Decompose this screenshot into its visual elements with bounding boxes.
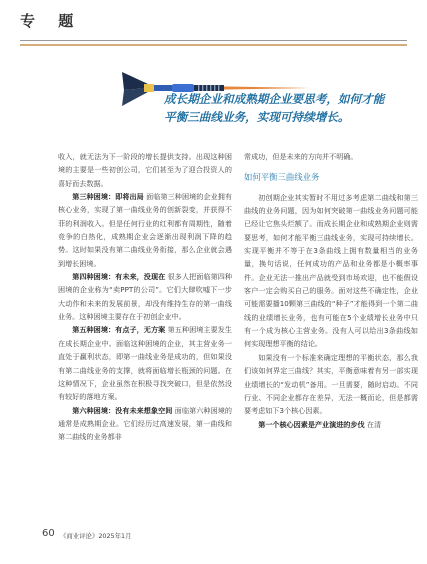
- paragraph-heading: 第一个核心因素是产业演进的步伐: [258, 419, 365, 429]
- paragraph: [58, 270, 232, 323]
- paragraph-text: 第五种困境主要发生在成长期企业中。面临这种困境的企业，其主营业务一直处于赢利状态，即第一曲线业务是成功的，但如果没有第二曲线业务的支撑，就将面临增长瓶颈的问题。在这种情况下，企业虽然在积极寻找突破口，但是依然没有较好的落地方案。: [58, 325, 233, 402]
- paragraph-heading: 第五种困境：有点子，无方案: [72, 325, 166, 335]
- paragraph-text: 面临第六种困境的通常是成熟期企业。它们经历过高速发展，第一曲线和第二曲线的业务都非: [58, 405, 233, 442]
- header-divider: [20, 40, 407, 41]
- page-number: 60: [42, 528, 55, 539]
- paragraph: [58, 190, 232, 270]
- paragraph: [58, 323, 232, 403]
- section-title: 专 题: [20, 12, 83, 30]
- section-subheading: 如何平衡三曲线业务: [244, 172, 320, 183]
- paragraph-heading: 第三种困境：即将出局: [72, 192, 144, 202]
- paragraph: 初创期企业其实暂时不用过多考虑第二曲线和第三曲线的业务问题，因为如何突破第一曲线业务问题可能已经让它焦头烂额了。而成长期企业和成熟期企业则需要思考，如何才能平衡三曲线业务，实现可持续增长。实现平衡并不等于在3条曲线上拥有数量相当的业务量，换句话说，任何成功的产品和业务都是小概率事件。企业无法一推出产品就受到市场欢迎，也不能假设客户一定会购买自己的服务。面对这些不确定性，企业可能需要播10颗第三曲线的“种子”才能得到一个第二曲线的业绩增长业务，也有可能在5个业绩增长业务中只有一个成为核心主营业务。没有人可以给出3条曲线如何实现理想平衡的结论。: [244, 192, 418, 349]
- header-accent-bar: [20, 44, 407, 46]
- paragraph-heading: 第四种困境：有未来，没现在: [72, 272, 166, 282]
- paragraph-text: 很多人把面临第四种困境的企业称为“卖PPT的公司”。它们大肆吹嘘下一步大动作和未来的发展前景，却没有维持生存的第一曲线业务。这种困境主要存在于初创企业中。: [58, 272, 233, 322]
- paragraph: 收入，就无法为下一阶段的增长提供支持。出现这种困境的主要是一些初创公司，它们甚至为了迎合投资人的喜好而去数据。: [58, 152, 232, 188]
- paragraph-heading: 第六种困境：没有未来想象空间: [72, 405, 173, 415]
- paragraph: [244, 418, 418, 431]
- right-column: [244, 150, 418, 431]
- paragraph-text: 在清: [366, 419, 382, 429]
- publication-info: 《商业评论》2025年1月: [60, 532, 132, 540]
- left-column: [58, 150, 232, 444]
- paragraph-text: 面临第三种困境的企业拥有核心业务，实现了第一曲线业务的创新裂变，并获得不菲的利润收入。但是任何行业的红利都有周期性，随着竞争的白热化，成熟期企业会逐渐出现利润下降的趋势。这时如果没有第二曲线业务衔接，那么企业就会遇到增长困境。: [58, 192, 233, 268]
- pull-quote: 成长期企业和成熟期企业要思考，如何才能平衡三曲线业务，实现可持续增长。: [164, 92, 385, 124]
- paragraph: 如果没有一个标准来确定理想的平衡状态，那么我们该如何界定三曲线？其实，平衡意味着有另一部实现业绩增长的“发动机”备用。一旦需要，随时启动。不同行业、不同企业都存在差异，无法一概而论，但是都需要考虑如下3个核心因素。: [244, 352, 418, 416]
- paragraph: [58, 404, 232, 444]
- paragraph: 常成功，但是未来的方向并不明确。: [244, 152, 358, 161]
